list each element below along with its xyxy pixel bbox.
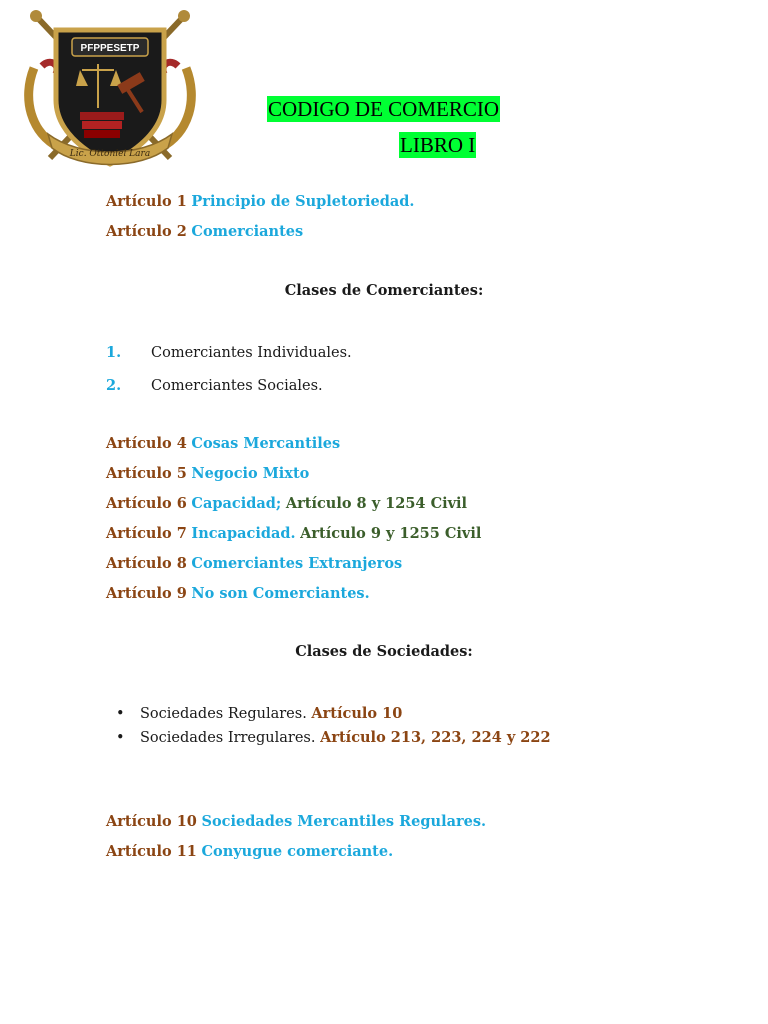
article-number: Artículo 1: [106, 193, 187, 210]
article-number: Artículo 10: [106, 813, 197, 830]
article-number: Artículo 7: [106, 525, 187, 542]
section-heading-sociedades: Clases de Sociedades:: [295, 643, 473, 660]
section-heading-comerciantes: Clases de Comerciantes:: [284, 282, 484, 299]
article-name: Principio de Supletoriedad.: [191, 193, 415, 210]
article-number: Artículo 2: [106, 223, 187, 240]
article-name: Sociedades Mercantiles Regulares.: [201, 813, 487, 830]
list-item: [140, 728, 551, 748]
article-number: Artículo 11: [106, 843, 197, 860]
crest-logo: [20, 8, 200, 173]
article-name: Incapacidad.: [191, 525, 296, 542]
list-item: Comerciantes Individuales.: [151, 345, 352, 361]
list-item: [140, 704, 402, 724]
logo-top-text: PFPPESETP: [80, 43, 140, 54]
civil-reference: Artículo 8 y 1254 Civil: [285, 495, 468, 512]
article-line: [106, 494, 467, 514]
article-line: [106, 584, 370, 604]
article-number: Artículo 8: [106, 555, 187, 572]
article-line: [106, 524, 481, 544]
article-line: [106, 464, 309, 484]
article-name: No son Comerciantes.: [191, 585, 370, 602]
article-name: Conyugue comerciante.: [201, 843, 394, 860]
books-icon: [80, 112, 124, 138]
article-line: [106, 222, 303, 242]
civil-reference: Artículo 9 y 1255 Civil: [300, 525, 482, 542]
article-line: [106, 192, 414, 212]
list-item-text: Sociedades Regulares.: [140, 706, 307, 722]
article-name: Capacidad;: [191, 495, 282, 512]
article-number: Artículo 4: [106, 435, 187, 452]
list-item-text: Sociedades Irregulares.: [140, 730, 316, 746]
page-subtitle: LIBRO I: [400, 133, 476, 157]
logo-ribbon-text: Lic. Ottoniel Lara: [69, 149, 151, 159]
article-reference: Artículo 10: [311, 705, 403, 722]
article-number: Artículo 9: [106, 585, 187, 602]
list-number: 1.: [106, 344, 122, 361]
article-line: [106, 842, 393, 862]
page-title: CODIGO DE COMERCIO: [268, 97, 499, 121]
article-line: [106, 554, 402, 574]
bullet-icon: •: [116, 706, 125, 722]
article-name: Cosas Mercantiles: [191, 435, 341, 452]
article-line: [106, 812, 486, 832]
article-name: Negocio Mixto: [191, 465, 310, 482]
article-name: Comerciantes Extranjeros: [191, 555, 403, 572]
article-number: Artículo 5: [106, 465, 187, 482]
list-number: 2.: [106, 377, 122, 394]
article-reference: Artículo 213, 223, 224 y 222: [320, 729, 551, 746]
bullet-icon: •: [116, 730, 125, 746]
article-name: Comerciantes: [191, 223, 304, 240]
article-number: Artículo 6: [106, 495, 187, 512]
article-line: [106, 434, 340, 454]
list-item: Comerciantes Sociales.: [151, 378, 323, 394]
